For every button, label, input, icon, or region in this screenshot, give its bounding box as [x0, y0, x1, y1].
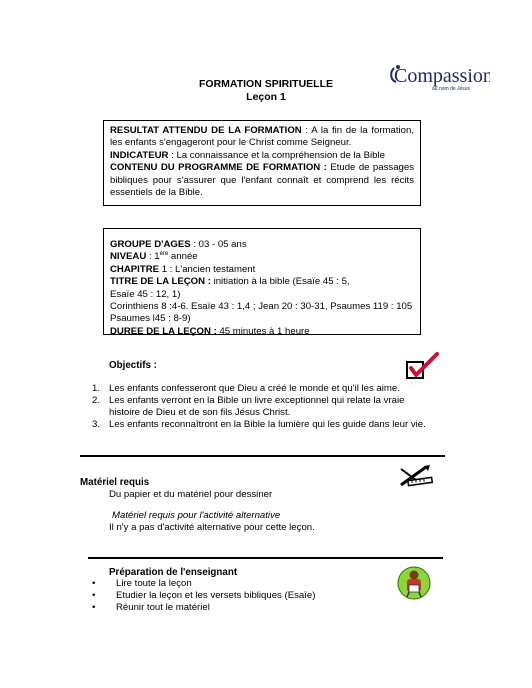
- materials-title: Matériel requis: [80, 477, 150, 488]
- lesson-title-line3: Corinthiens 8 :4-6. Esaïe 43 : 1,4 ; Jean 20 : 30-31, Psaumes 119 : 105: [110, 301, 413, 313]
- preparation-title: Préparation de l'enseignant: [109, 567, 238, 578]
- age-group: GROUPE D'AGES : 03 - 05 ans: [110, 239, 247, 250]
- chapter: CHAPITRE 1 : L'ancien testament: [110, 263, 256, 275]
- page-title: FORMATION SPIRITUELLE: [199, 78, 333, 90]
- objectives-list: [92, 383, 427, 431]
- section-divider: [80, 455, 445, 457]
- logo-wordmark: Compassion: [394, 65, 490, 87]
- objectives-title: Objectifs :: [109, 360, 157, 371]
- list-item: • Etudier la leçon et les versets bibliques (Esaïe): [92, 590, 316, 601]
- list-item: 3. Les enfants reconnaîtront en la Bible la lumière qui les guide dans leur vie.: [92, 419, 426, 430]
- indicator: INDICATEUR : La connaissance et la compréhension de la Bible: [110, 149, 385, 161]
- level: NIVEAU : 1ère année: [110, 251, 198, 263]
- list-item: • Lire toute la leçon: [92, 578, 192, 589]
- preparation-list: [90, 578, 400, 614]
- materials-text: Du papier et du matériel pour dessiner: [109, 489, 273, 500]
- lesson-title-line4: Psaumes l45 : 8-9): [110, 313, 191, 325]
- alt-materials-title: Matériel requis pour l'activité alternative: [112, 510, 281, 521]
- lesson-number: Leçon 1: [246, 91, 286, 103]
- duration: DUREE DE LA LEÇON : 45 minutes à 1 heure: [110, 325, 310, 337]
- teacher-reading-icon: [396, 565, 432, 601]
- compassion-logo-icon: [380, 58, 490, 106]
- program-content: CONTENU DU PROGRAMME DE FORMATION : Etude de passages bibliques pour s'assurer que l'enfant connaît et comprend les récits essentiels de la Bible.: [110, 162, 414, 199]
- section-divider: [88, 557, 443, 559]
- expected-result-box: [103, 120, 421, 206]
- expected-result: RESULTAT ATTENDU DE LA FORMATION : A la fin de la formation, les enfants s'engageront pour le Christ comme Seigneur.: [110, 125, 414, 149]
- pencil-ruler-icon: [398, 463, 434, 489]
- lesson-title: TITRE DE LA LEÇON : initiation à la bible (Esaïe 45 : 5,: [110, 276, 350, 288]
- list-item: 2. Les enfants verront en la Bible un livre exceptionnel qui relate la vraie histoire de Dieu et de son fils Jésus Christ.: [92, 395, 405, 418]
- list-item: • Réunir tout le matériel: [92, 602, 210, 613]
- compassion-logo: [380, 58, 490, 106]
- lesson-title-line2: Esaïe 45 : 12, 1): [110, 288, 181, 300]
- checkbox-icon: [405, 352, 439, 382]
- list-item: 1. Les enfants confesseront que Dieu a créé le monde et qu'il les aime.: [92, 383, 400, 394]
- logo-tagline: au nom de Jésus: [432, 86, 471, 92]
- lesson-info-box: [103, 228, 421, 335]
- alt-materials-text: Il n'y a pas d'activité alternative pour cette leçon.: [109, 522, 315, 533]
